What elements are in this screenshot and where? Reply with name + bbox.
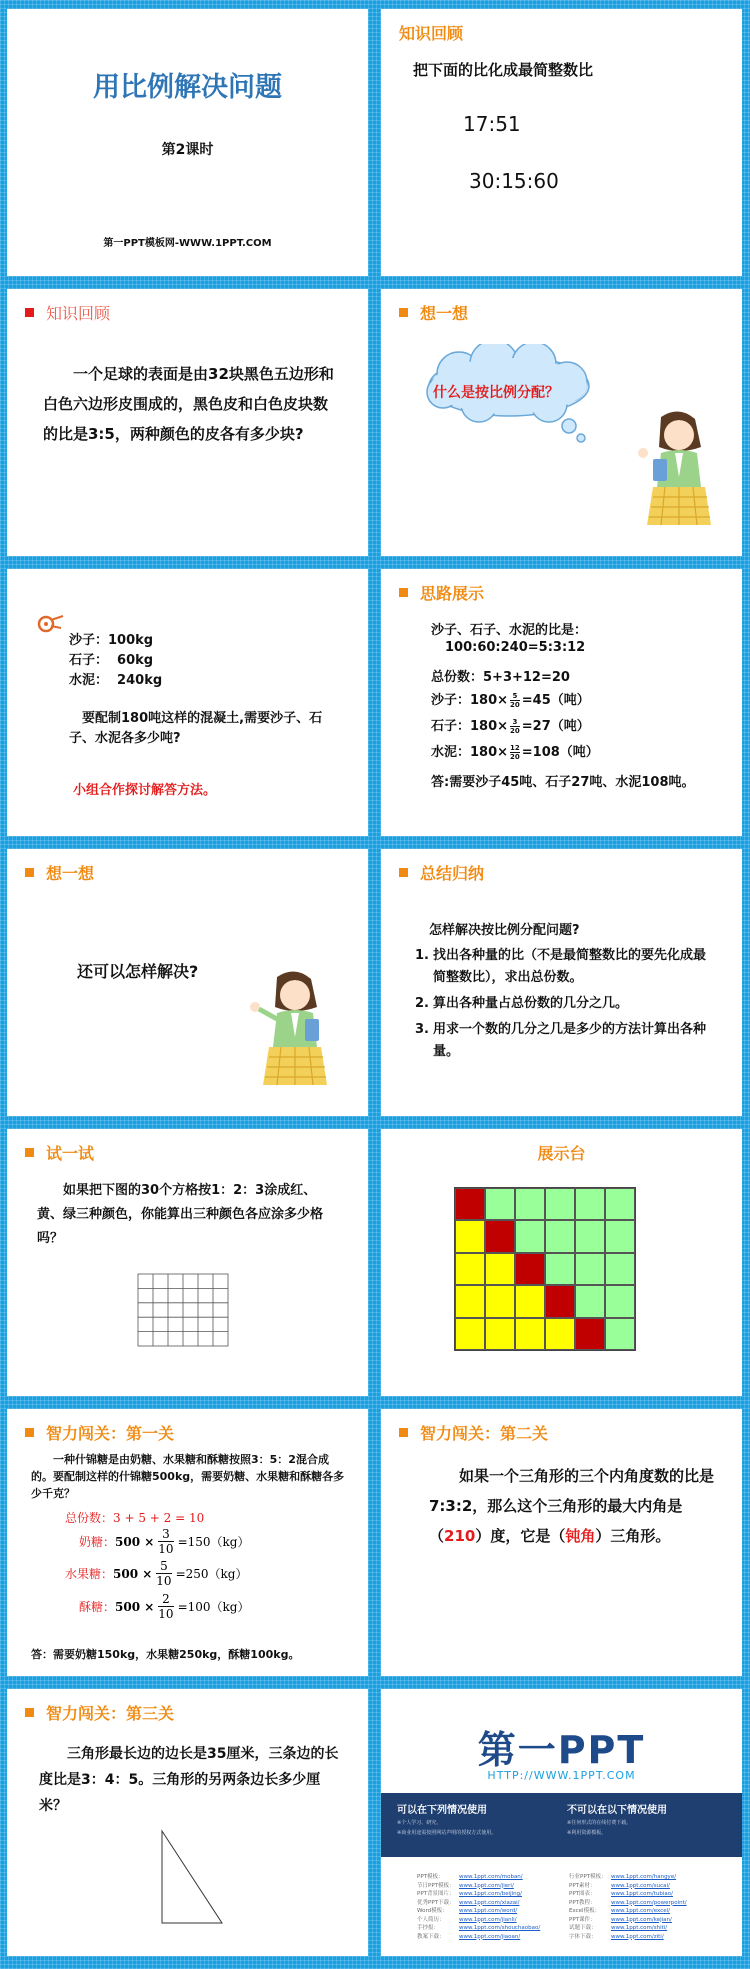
mixer-icon — [37, 614, 65, 634]
numerator: 3 — [158, 1527, 173, 1542]
footer-link-url[interactable]: www.1ppt.com/xiazai/ — [459, 1899, 520, 1906]
grid-cell — [515, 1220, 545, 1252]
footer-link-url[interactable]: www.1ppt.com/jianli/ — [459, 1916, 517, 1923]
sand-fraction — [510, 692, 520, 709]
footer-link-row[interactable] — [417, 1882, 567, 1891]
slide-level-1[interactable] — [7, 1409, 368, 1676]
denominator: 20 — [510, 727, 520, 735]
grid-problem-text: 如果把下图的30个方格按1：2：3涂成红、黄、绿三种颜色，你能算出三种颜色各应涂多少格吗？ — [37, 1183, 324, 1246]
numerator: 5 — [156, 1559, 171, 1574]
milk-calc — [79, 1527, 250, 1556]
slide-header-wrap — [25, 1701, 174, 1724]
slide-concrete-mix[interactable] — [7, 569, 368, 836]
grid-cell — [545, 1285, 575, 1317]
footer-link-row[interactable] — [417, 1916, 567, 1925]
deny-item: ※任何形式的在线付费下载。 — [567, 1820, 632, 1826]
grid-cell — [575, 1188, 605, 1220]
links-left — [417, 1873, 567, 1941]
footer-link-row[interactable] — [569, 1924, 729, 1933]
cement-calc — [431, 741, 599, 761]
empty-grid-30 — [137, 1273, 229, 1347]
denominator: 20 — [510, 753, 520, 761]
triangle-angle-problem — [429, 1461, 719, 1551]
answer-triangle-type: 钝角 — [565, 1527, 596, 1545]
fruit-result: =250（kg） — [175, 1567, 248, 1581]
footer-link-url[interactable]: www.1ppt.com/shiti/ — [611, 1925, 668, 1931]
fruit-expr: 500 × — [113, 1566, 153, 1581]
slide-showcase[interactable] — [381, 1129, 742, 1396]
sand-result: =45（吨） — [521, 693, 590, 708]
summary-question: 怎样解决按比例分配问题? — [429, 923, 580, 938]
slide-solution[interactable] — [381, 569, 742, 836]
lesson-subtitle: 第2课时 — [161, 142, 214, 158]
footer-link-row[interactable] — [569, 1873, 729, 1882]
denominator: 10 — [156, 1574, 172, 1588]
slide-header-wrap — [399, 861, 484, 884]
grid-cell — [485, 1188, 515, 1220]
cement-result: =108（吨） — [521, 745, 599, 760]
denominator: 10 — [158, 1607, 174, 1621]
footer-link-url[interactable]: www.1ppt.com/sucai/ — [611, 1882, 670, 1889]
cement-amount: 水泥： 240kg — [69, 673, 163, 688]
slide-header-wrap — [25, 1141, 94, 1164]
header-bullet — [399, 868, 408, 877]
summary-step — [415, 1019, 715, 1063]
footer-link-row[interactable] — [417, 1899, 567, 1908]
slide-summary[interactable] — [381, 849, 742, 1116]
total-parts: 总份数：5+3+12=20 — [431, 670, 570, 685]
grid-cell — [575, 1285, 605, 1317]
footer-link-url[interactable]: www.1ppt.com/moban/ — [459, 1874, 523, 1880]
footer-link-label: 优秀PPT下载： — [417, 1899, 455, 1906]
stone-calc — [431, 715, 590, 735]
header-bullet — [25, 1708, 34, 1717]
slide-header: 智力闯关：第二关 — [420, 1424, 549, 1443]
footer-link-url[interactable]: www.1ppt.com/kejian/ — [611, 1916, 672, 1923]
grid-cell — [485, 1285, 515, 1317]
numerator: 12 — [510, 744, 520, 752]
footer-link-label: 节日PPT模板： — [417, 1882, 455, 1889]
step-number: 1. — [415, 948, 429, 963]
slide-try-it[interactable] — [7, 1129, 368, 1396]
footer-link-row[interactable] — [569, 1907, 729, 1916]
concrete-question: 要配制180吨这样的混凝土,需要沙子、石子、水泥各多少吨? — [69, 711, 323, 746]
header-bullet — [25, 308, 34, 317]
slide-header-wrap — [25, 861, 94, 884]
crisp-label: 酥糖： — [79, 1600, 116, 1614]
denominator: 20 — [510, 701, 520, 709]
slide-header-wrap — [399, 1421, 548, 1444]
footer-link-row[interactable] — [569, 1916, 729, 1925]
teacher-illustration-icon — [247, 967, 342, 1087]
footer-link-row[interactable] — [569, 1882, 729, 1891]
footer-link-label: 个人简历： — [417, 1916, 445, 1923]
footer-link-url[interactable]: www.1ppt.com/ziti/ — [611, 1933, 664, 1940]
slide-header: 知识回顾 — [399, 24, 464, 43]
allow-item: ※商业用途需按照网站声明的授权方式使用。 — [397, 1830, 497, 1836]
slide-header: 想一想 — [420, 304, 469, 323]
grid-cell — [605, 1318, 635, 1350]
slide-header: 知识回顾 — [46, 304, 111, 323]
header-bullet — [399, 1428, 408, 1437]
slide-football-problem[interactable] — [7, 289, 368, 556]
footer-link-label: PPT素材： — [569, 1882, 596, 1889]
footer-link-row[interactable] — [417, 1907, 567, 1916]
grid-cell — [545, 1318, 575, 1350]
crisp-expr: 500 × — [115, 1599, 155, 1614]
usage-banner — [381, 1793, 742, 1857]
slide-header: 思路展示 — [420, 584, 485, 603]
slide-level-2[interactable] — [381, 1409, 742, 1676]
footer-link-row[interactable] — [417, 1933, 567, 1942]
footer-link-label: 教案下载： — [417, 1933, 445, 1940]
fruit-calc — [65, 1559, 248, 1588]
site-credit: 第一PPT模板网-WWW.1PPT.COM — [103, 238, 272, 249]
slide-title[interactable] — [7, 9, 368, 276]
slide-header-wrap — [25, 1421, 174, 1444]
showcase-title: 展示台 — [537, 1144, 586, 1163]
ratio-30-15-60: 30:15:60 — [469, 169, 559, 193]
ratio-label: 沙子、石子、水泥的比是： — [431, 623, 588, 638]
crisp-fraction — [158, 1592, 173, 1621]
slide-level-3[interactable] — [7, 1689, 368, 1956]
step-number: 2. — [415, 996, 429, 1011]
footer-link-url[interactable]: www.1ppt.com/beijing/ — [459, 1891, 523, 1897]
footer-link-label: 行业PPT模板： — [569, 1874, 607, 1880]
crisp-calc — [79, 1592, 250, 1621]
stone-amount: 石子： 60kg — [69, 653, 154, 668]
cloud-question: 什么是按比例分配？ — [433, 385, 559, 401]
slide-header: 想一想 — [46, 864, 95, 883]
problem-part-3: ）三角形。 — [595, 1527, 671, 1545]
footer-link-row[interactable] — [569, 1890, 729, 1899]
grid-cell — [485, 1253, 515, 1285]
numerator: 3 — [510, 718, 520, 727]
footer-link-label: PPT课件： — [569, 1916, 596, 1923]
answer-max-angle: 210 — [444, 1527, 476, 1545]
step-number: 3. — [415, 1022, 429, 1037]
solution-answer: 答:需要沙子45吨、石子27吨、水泥108吨。 — [431, 775, 695, 790]
footer-link-label: Excel模板： — [569, 1908, 601, 1914]
summary-step — [415, 993, 715, 1015]
fruit-label: 水果糖： — [65, 1567, 114, 1581]
deny-item: ※利用资源模板。 — [567, 1830, 607, 1836]
grid-cell — [515, 1188, 545, 1220]
milk-label: 奶糖： — [79, 1535, 116, 1549]
grid-cell — [455, 1188, 485, 1220]
header-bullet — [25, 868, 34, 877]
footer-link-row[interactable] — [417, 1924, 567, 1933]
stone-calc-label: 石子：180× — [431, 719, 509, 734]
grid-cell — [485, 1220, 515, 1252]
header-bullet — [25, 1148, 34, 1157]
grid-cell — [605, 1220, 635, 1252]
problem-part-1: 如果一个三角形的三个内角度数的比是7:3:2，那么这个三角形的最大内角是（ — [429, 1467, 715, 1545]
teacher-illustration-icon — [631, 407, 726, 527]
footer-link-label: 试题下载： — [569, 1925, 597, 1931]
cement-fraction — [510, 744, 520, 761]
footer-link-label: PPT模板： — [417, 1874, 444, 1880]
triangle-figure — [157, 1827, 227, 1927]
footer-link-url[interactable]: www.1ppt.com/powerpoint/ — [611, 1899, 687, 1906]
grid-cell — [455, 1318, 485, 1350]
footer-link-label: 字体下载： — [569, 1933, 597, 1940]
slide-branding[interactable] — [381, 1689, 742, 1956]
alt-question: 还可以怎样解决? — [77, 962, 199, 981]
allow-item: ※个人学习、研究。 — [397, 1820, 442, 1826]
grid-cell — [515, 1253, 545, 1285]
slide-think-cloud[interactable] — [381, 289, 742, 556]
grid-cell — [605, 1285, 635, 1317]
footer-link-row[interactable] — [417, 1873, 567, 1882]
summary-step — [415, 945, 715, 989]
stone-result: =27（吨） — [521, 719, 590, 734]
brand-logo: 第一PPT — [477, 1728, 646, 1772]
footer-link-url[interactable]: www.1ppt.com/jieri/ — [459, 1882, 514, 1889]
footer-link-url[interactable]: www.1ppt.com/excel/ — [611, 1908, 670, 1914]
footer-link-row[interactable] — [569, 1933, 729, 1942]
links-right — [569, 1873, 729, 1941]
header-bullet — [399, 588, 408, 597]
sand-amount: 沙子：100kg — [69, 633, 154, 648]
footer-link-url[interactable]: www.1ppt.com/shouchaobao/ — [459, 1925, 541, 1931]
sand-calc — [431, 689, 590, 709]
candy-problem-text: 一种什锦糖是由奶糖、水果糖和酥糖按照3：5：2混合成的。要配制这样的什锦糖500kg，需要奶糖、水果糖和酥糖各多少千克？ — [31, 1453, 345, 1500]
header-bullet — [25, 1428, 34, 1437]
step-text: 算出各种量占总份数的几分之几。 — [433, 996, 629, 1011]
summary-steps — [415, 945, 715, 1063]
milk-expr: 500 × — [115, 1534, 155, 1549]
slide-think-alt[interactable] — [7, 849, 368, 1116]
footer-link-url[interactable]: www.1ppt.com/tubiao/ — [611, 1891, 673, 1897]
slide-header: 试一试 — [46, 1144, 95, 1163]
footer-link-url[interactable]: www.1ppt.com/hangye/ — [611, 1874, 677, 1880]
deny-title: 不可以在以下情况使用 — [567, 1805, 667, 1816]
grid-cell — [545, 1253, 575, 1285]
footer-link-url[interactable]: www.1ppt.com/word/ — [459, 1908, 518, 1914]
crisp-result: =100（kg） — [177, 1600, 250, 1614]
slide-header-wrap — [25, 301, 110, 324]
grid-cell — [605, 1188, 635, 1220]
grid-cell — [515, 1318, 545, 1350]
ratio-simplified: 100:60:240=5:3:12 — [445, 640, 586, 655]
instruction-text: 把下面的比化成最简整数比 — [413, 61, 594, 79]
sand-calc-label: 沙子：180× — [431, 693, 509, 708]
header-bullet — [399, 308, 408, 317]
numerator: 2 — [158, 1592, 173, 1607]
candy-total: 总份数：3 + 5 + 2 = 10 — [65, 1511, 205, 1525]
grid-cell — [575, 1318, 605, 1350]
fruit-fraction — [156, 1559, 171, 1588]
slide-header: 总结归纳 — [420, 864, 485, 883]
triangle-side-problem: 三角形最长边的边长是35厘米，三条边的长度比是3：4：5。三角形的另两条边长多少厘米？ — [39, 1746, 339, 1814]
allow-title: 可以在下列情况使用 — [397, 1805, 487, 1816]
stone-fraction — [510, 718, 520, 735]
footer-link-row[interactable] — [569, 1899, 729, 1908]
candy-answer: 答：需要奶糖150kg，水果糖250kg，酥糖100kg。 — [31, 1648, 300, 1661]
slide-header-wrap — [399, 301, 468, 324]
step-text: 找出各种量的比（不是最简整数比的要先化成最简整数比），求出总份数。 — [433, 948, 707, 985]
footer-link-label: PPT背景图片： — [417, 1891, 455, 1897]
slide-review-ratios[interactable] — [381, 9, 742, 276]
grid-cell — [515, 1285, 545, 1317]
grid-cell — [575, 1220, 605, 1252]
grid-cell — [485, 1318, 515, 1350]
problem-part-2: ）度，它是（ — [475, 1527, 566, 1545]
step-text: 用求一个数的几分之几是多少的方法计算出各种量。 — [433, 1022, 707, 1059]
slide-header: 智力闯关：第一关 — [46, 1424, 175, 1443]
denominator: 10 — [158, 1542, 174, 1556]
footer-link-label: Word模板： — [417, 1908, 448, 1914]
group-cooperate-text: 小组合作探讨解答方法。 — [73, 783, 217, 798]
cement-calc-label: 水泥：180× — [431, 745, 509, 760]
grid-cell — [575, 1253, 605, 1285]
footer-link-label: 手抄报： — [417, 1925, 440, 1931]
football-problem-text: 一个足球的表面是由32块黑色五边形和白色六边形皮围成的，黑色皮和白色皮块数的比是3:5，两种颜色的皮各有多少块? — [43, 365, 334, 443]
footer-link-label: PPT教程： — [569, 1899, 596, 1906]
grid-cell — [455, 1220, 485, 1252]
footer-link-label: PPT图表： — [569, 1891, 596, 1897]
numerator: 5 — [510, 692, 520, 701]
grid-cell — [545, 1188, 575, 1220]
milk-fraction — [158, 1527, 173, 1556]
grid-cell — [605, 1253, 635, 1285]
footer-link-row[interactable] — [417, 1890, 567, 1899]
footer-link-url[interactable]: www.1ppt.com/jiaoan/ — [459, 1933, 521, 1940]
grid-cell — [545, 1220, 575, 1252]
lesson-title: 用比例解决问题 — [93, 72, 282, 103]
slide-header-wrap — [399, 581, 484, 604]
milk-result: =150（kg） — [177, 1535, 250, 1549]
slide-header: 智力闯关：第三关 — [46, 1704, 175, 1723]
grid-cell — [455, 1253, 485, 1285]
ratio-17-51: 17:51 — [463, 112, 521, 136]
colored-grid — [454, 1187, 636, 1351]
grid-cell — [455, 1285, 485, 1317]
brand-url[interactable]: HTTP://WWW.1PPT.COM — [487, 1769, 636, 1782]
